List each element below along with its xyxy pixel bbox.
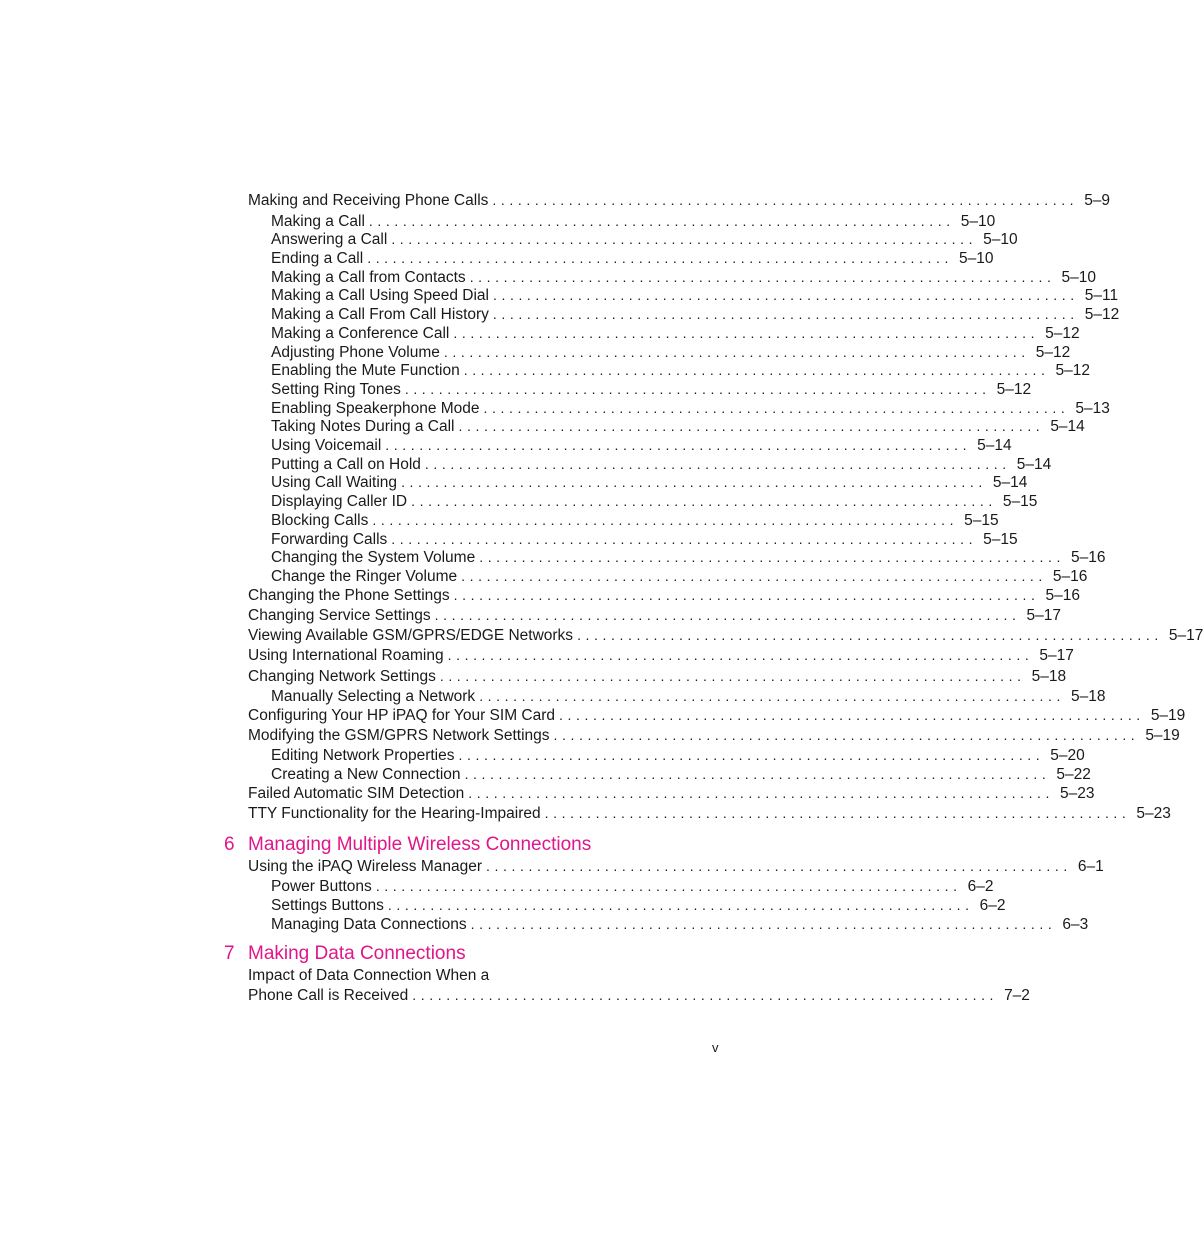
toc-entry-title: Settings Buttons xyxy=(271,897,384,914)
chapter-title: Making Data Connections xyxy=(248,943,466,964)
toc-entry[interactable] xyxy=(271,473,1028,492)
toc-entry[interactable] xyxy=(271,915,1089,934)
toc-entry-page: 5–12 xyxy=(1035,344,1071,361)
toc-entry[interactable] xyxy=(248,857,1104,876)
leader-dots: ..................................................................... xyxy=(401,474,987,490)
toc-entry-page: 5–16 xyxy=(1045,587,1080,604)
leader-dots: ..................................................................... xyxy=(483,400,1070,416)
leader-dots: ..................................................................... xyxy=(458,418,1045,434)
toc-entry[interactable] xyxy=(248,646,1074,665)
toc-entry-title: Creating a New Connection xyxy=(271,766,461,783)
leader-dots: ..................................................................... xyxy=(443,344,1030,360)
toc-entry[interactable] xyxy=(271,436,1012,455)
toc-entry-page: 5–12 xyxy=(1084,306,1120,323)
leader-dots: ..................................................................... xyxy=(411,493,997,509)
leader-dots: ..................................................................... xyxy=(424,456,1011,472)
toc-entry[interactable] xyxy=(271,343,1071,362)
toc-entry[interactable] xyxy=(271,455,1052,474)
toc-entry[interactable] xyxy=(271,212,996,231)
toc-entry-page: 5–10 xyxy=(959,250,994,267)
toc-entry-page: 5–23 xyxy=(1060,785,1095,802)
toc-entry[interactable] xyxy=(271,380,1032,399)
toc-entry-page: 7–2 xyxy=(1004,987,1030,1004)
toc-entry-title: Adjusting Phone Volume xyxy=(271,344,440,361)
toc-entry[interactable] xyxy=(271,548,1106,567)
toc-entry-title: Making a Conference Call xyxy=(271,325,450,342)
toc-entry-title: Managing Data Connections xyxy=(271,916,467,933)
toc-entry-title: TTY Functionality for the Hearing-Impaired xyxy=(248,805,541,822)
leader-dots: ..................................................................... xyxy=(385,437,972,453)
toc-entry[interactable] xyxy=(271,268,1096,287)
leader-dots: ..................................................................... xyxy=(492,306,1079,322)
toc-entry[interactable] xyxy=(248,586,1080,605)
leader-dots: ..................................................................... xyxy=(577,627,1163,643)
toc-entry-page: 5–11 xyxy=(1084,287,1119,304)
toc-entry[interactable] xyxy=(271,530,1018,549)
toc-entry-page: 5–10 xyxy=(983,231,1018,248)
leader-dots: ..................................................................... xyxy=(391,231,978,247)
toc-entry-title: Using Voicemail xyxy=(271,437,382,454)
toc-entry-page: 5–15 xyxy=(1002,493,1038,510)
leader-dots: ..................................................................... xyxy=(453,325,1040,341)
leader-dots: ..................................................................... xyxy=(479,549,1065,565)
toc-entry-title-line1[interactable]: Impact of Data Connection When a xyxy=(248,967,490,984)
toc-entry[interactable] xyxy=(271,249,994,268)
toc-entry-title: Phone Call is Received xyxy=(248,987,409,1004)
chapter-number: 7 xyxy=(224,943,235,964)
toc-entry-page: 5–19 xyxy=(1150,707,1186,724)
toc-entry-title: Using International Roaming xyxy=(248,647,444,664)
leader-dots: ..................................................................... xyxy=(553,727,1140,743)
leader-dots: ..................................................................... xyxy=(492,192,1079,208)
toc-entry-title: Answering a Call xyxy=(271,231,388,248)
leader-dots: ..................................................................... xyxy=(463,362,1050,378)
leader-dots: ..................................................................... xyxy=(468,785,1055,801)
chapter-title: Managing Multiple Wireless Connections xyxy=(248,834,592,855)
toc-entry-title: Making a Call xyxy=(271,213,365,230)
toc-entry[interactable] xyxy=(271,567,1088,586)
toc-entry-title: Ending a Call xyxy=(271,250,364,267)
leader-dots: ..................................................................... xyxy=(544,805,1131,821)
toc-entry[interactable] xyxy=(271,877,994,896)
toc-entry-page: 5–15 xyxy=(983,531,1018,548)
toc-entry[interactable] xyxy=(271,324,1080,343)
toc-entry-page: 5–10 xyxy=(1061,269,1096,286)
toc-entry-page: 5–9 xyxy=(1084,192,1111,209)
toc-entry-page: 6–1 xyxy=(1077,858,1104,875)
toc-entry-title: Changing the System Volume xyxy=(271,549,476,566)
page-number: v xyxy=(712,1040,719,1055)
toc-entry-page: 5–16 xyxy=(1052,568,1088,585)
toc-entry-title: Enabling the Mute Function xyxy=(271,362,460,379)
toc-entry-page: 5–16 xyxy=(1071,549,1106,566)
toc-entry-page: 5–17 xyxy=(1026,607,1061,624)
toc-entry-page: 6–2 xyxy=(979,897,1006,914)
leader-dots: ..................................................................... xyxy=(469,269,1056,285)
toc-entry[interactable] xyxy=(271,305,1120,324)
toc-entry[interactable] xyxy=(248,667,1067,686)
toc-entry[interactable] xyxy=(271,896,1006,915)
toc-entry-page: 5–12 xyxy=(1055,362,1090,379)
toc-entry-title: Changing the Phone Settings xyxy=(248,587,450,604)
toc-entry-page: 5–23 xyxy=(1136,805,1171,822)
toc-entry-page: 6–3 xyxy=(1062,916,1089,933)
toc-entry[interactable] xyxy=(271,687,1106,706)
toc-entry-page: 5–12 xyxy=(996,381,1032,398)
leader-dots: ..................................................................... xyxy=(486,858,1072,874)
toc-entry-page: 5–19 xyxy=(1145,727,1180,744)
leader-dots: ..................................................................... xyxy=(439,668,1026,684)
toc-entry[interactable] xyxy=(248,784,1095,803)
toc-entry[interactable] xyxy=(248,606,1061,625)
leader-dots: ..................................................................... xyxy=(464,766,1051,782)
toc-entry-title: Making a Call from Contacts xyxy=(271,269,466,286)
toc-entry[interactable] xyxy=(248,626,1203,645)
toc-entry[interactable] xyxy=(271,765,1091,784)
toc-entry[interactable] xyxy=(271,746,1085,765)
toc-entry-page: 5–18 xyxy=(1031,668,1067,685)
toc-entry-title: Enabling Speakerphone Mode xyxy=(271,400,480,417)
toc-entry-title: Failed Automatic SIM Detection xyxy=(248,785,465,802)
toc-entry-title: Changing Network Settings xyxy=(248,668,436,685)
toc-entry-page: 5–18 xyxy=(1070,688,1106,705)
toc-entry-page: 5–20 xyxy=(1050,747,1085,764)
leader-dots: ..................................................................... xyxy=(412,987,999,1003)
toc-entry-title: Change the Ringer Volume xyxy=(271,568,458,585)
toc-entry-page: 5–14 xyxy=(992,474,1028,491)
toc-entry-title: Power Buttons xyxy=(271,878,372,895)
leader-dots: ..................................................................... xyxy=(470,916,1057,932)
toc-entry-title: Making and Receiving Phone Calls xyxy=(248,192,489,209)
leader-dots: ..................................................................... xyxy=(387,897,974,913)
toc-entry-title: Editing Network Properties xyxy=(271,747,455,764)
toc-entry[interactable] xyxy=(248,726,1180,745)
leader-dots: ..................................................................... xyxy=(372,512,959,528)
toc-entry-title: Viewing Available GSM/GPRS/EDGE Networks xyxy=(248,627,574,644)
leader-dots: ..................................................................... xyxy=(434,607,1021,623)
toc-entry-title: Making a Call Using Speed Dial xyxy=(271,287,489,304)
toc-entry-page: 5–10 xyxy=(960,213,996,230)
toc-entry[interactable] xyxy=(248,191,1111,210)
toc-entry-page: 6–2 xyxy=(967,878,994,895)
leader-dots: ..................................................................... xyxy=(559,707,1145,723)
toc-entry-page: 5–13 xyxy=(1075,400,1110,417)
leader-dots: ..................................................................... xyxy=(391,531,978,547)
toc-entry-page: 5–15 xyxy=(964,512,999,529)
chapter-heading[interactable] xyxy=(224,943,466,965)
toc-entry-page: 5–17 xyxy=(1039,647,1074,664)
leader-dots: ..................................................................... xyxy=(368,213,955,229)
chapter-heading[interactable] xyxy=(224,834,591,856)
toc-entry-page: 5–14 xyxy=(1016,456,1052,473)
toc-entry-title: Using the iPAQ Wireless Manager xyxy=(248,858,483,875)
toc-entry-title: Forwarding Calls xyxy=(271,531,388,548)
leader-dots: ..................................................................... xyxy=(447,647,1034,663)
toc-entry-title: Setting Ring Tones xyxy=(271,381,401,398)
leader-dots: ..................................................................... xyxy=(404,381,991,397)
toc-entry-title: Using Call Waiting xyxy=(271,474,398,491)
toc-entry[interactable] xyxy=(271,230,1018,249)
toc-entry-title: Displaying Caller ID xyxy=(271,493,408,510)
toc-entry-page: 5–22 xyxy=(1056,766,1091,783)
toc-entry[interactable] xyxy=(248,804,1171,823)
toc-entry[interactable] xyxy=(271,399,1110,418)
toc-entry-title: Changing Service Settings xyxy=(248,607,431,624)
toc-entry-page: 5–17 xyxy=(1168,627,1203,644)
toc-entry[interactable] xyxy=(271,361,1090,380)
leader-dots: ..................................................................... xyxy=(453,587,1040,603)
toc-entry-title: Making a Call From Call History xyxy=(271,306,489,323)
toc-entry[interactable] xyxy=(248,986,1030,1005)
leader-dots: ..................................................................... xyxy=(367,250,953,266)
leader-dots: ..................................................................... xyxy=(375,878,962,894)
toc-entry[interactable] xyxy=(271,492,1038,511)
leader-dots: ..................................................................... xyxy=(479,688,1065,704)
toc-entry[interactable] xyxy=(271,417,1085,436)
leader-dots: ..................................................................... xyxy=(458,747,1045,763)
toc-entry-title: Modifying the GSM/GPRS Network Settings xyxy=(248,727,550,744)
toc-entry-title: Manually Selecting a Network xyxy=(271,688,476,705)
chapter-number: 6 xyxy=(224,834,235,855)
toc-entry-title: Blocking Calls xyxy=(271,512,369,529)
toc-entry[interactable] xyxy=(248,706,1186,725)
leader-dots: ..................................................................... xyxy=(461,568,1047,584)
toc-entry-title: Configuring Your HP iPAQ for Your SIM Card xyxy=(248,707,556,724)
toc-entry-page: 5–14 xyxy=(977,437,1012,454)
toc-entry-title: Taking Notes During a Call xyxy=(271,418,455,435)
toc-entry[interactable] xyxy=(271,286,1119,305)
toc-entry-page: 5–14 xyxy=(1050,418,1085,435)
leader-dots: ..................................................................... xyxy=(492,287,1079,303)
toc-entry-page: 5–12 xyxy=(1045,325,1080,342)
toc-entry-title: Putting a Call on Hold xyxy=(271,456,421,473)
toc-entry[interactable] xyxy=(271,511,999,530)
